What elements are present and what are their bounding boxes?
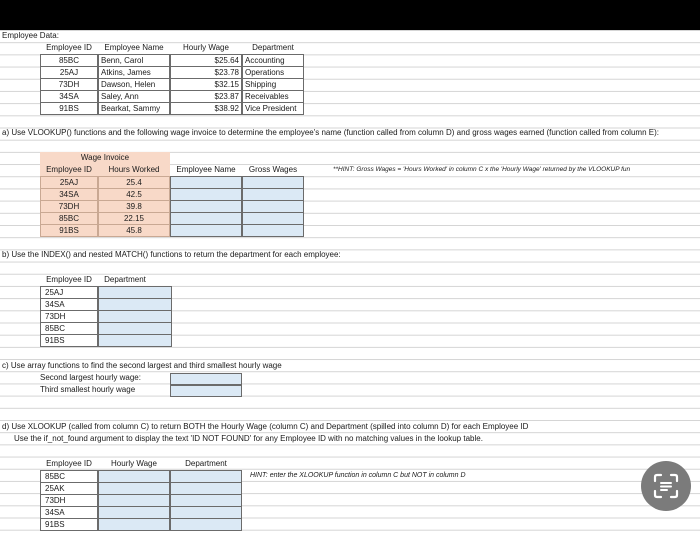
section-d-instruction-1: d) Use XLOOKUP (called from column C) to return BOTH the Hourly Wage (column C) and Department (spilled into column D) for each Employee ID (2, 422, 529, 431)
b-employee-id-cell: 34SA (40, 298, 98, 311)
employee-name-cell: Benn, Carol (98, 54, 170, 67)
employee-name-answer-cell[interactable] (170, 224, 242, 237)
invoice-hours-cell: 22.15 (98, 212, 170, 225)
section-d-instruction-2: Use the if_not_found argument to display the text 'ID NOT FOUND' for any Employee ID with no matching values in the lookup table. (14, 434, 483, 443)
wage-invoice-title: Wage Invoice (40, 152, 170, 164)
department-cell: Accounting (242, 54, 304, 67)
department-cell: Receivables (242, 90, 304, 103)
invoice-employee-id-cell: 73DH (40, 200, 98, 213)
hourly-wage-cell: $25.64 (170, 54, 242, 67)
d-employee-id-cell: 34SA (40, 506, 98, 519)
scan-text-icon (652, 472, 680, 500)
hint-gross-wages: **HINT: Gross Wages = 'Hours Worked' in column C x the 'Hourly Wage' returned by the VLOOKUP fun (333, 166, 631, 173)
hourly-wage-cell: $38.92 (170, 102, 242, 115)
employee-id-cell: 73DH (40, 78, 98, 91)
employee-name-cell: Bearkat, Sammy (98, 102, 170, 115)
col-header-department: Department (252, 43, 294, 52)
employee-name-cell: Saley, Ann (98, 90, 170, 103)
invoice-header-employee-id: Employee ID (40, 164, 98, 176)
d-employee-id-cell: 91BS (40, 518, 98, 531)
d-header-hourly-wage: Hourly Wage (111, 459, 157, 468)
col-header-hourly-wage: Hourly Wage (183, 43, 229, 52)
department-answer-cell[interactable] (170, 518, 242, 531)
col-header-employee-name: Employee Name (104, 43, 164, 52)
hourly-wage-cell: $23.87 (170, 90, 242, 103)
employee-name-cell: Atkins, James (98, 66, 170, 79)
scan-text-button[interactable] (641, 461, 691, 511)
invoice-hours-cell: 42.5 (98, 188, 170, 201)
section-a-instruction: a) Use VLOOKUP() functions and the following wage invoice to determine the employee's name (function called from column D) and gross wages earned (function called from column E): (2, 128, 659, 137)
b-employee-id-cell: 73DH (40, 310, 98, 323)
third-smallest-wage-cell[interactable] (170, 385, 242, 397)
department-cell: Operations (242, 66, 304, 79)
section-c-instruction: c) Use array functions to find the second largest and third smallest hourly wage (2, 361, 282, 370)
invoice-employee-id-cell: 34SA (40, 188, 98, 201)
hourly-wage-answer-cell[interactable] (98, 518, 170, 531)
invoice-hours-cell: 39.8 (98, 200, 170, 213)
b-employee-id-cell: 91BS (40, 334, 98, 347)
b-employee-id-cell: 85BC (40, 322, 98, 335)
invoice-header-hours-worked: Hours Worked (98, 164, 170, 176)
second-largest-wage-cell[interactable] (170, 373, 242, 385)
invoice-header-employee-name: Employee Name (176, 165, 236, 174)
col-header-employee-id: Employee ID (46, 43, 92, 52)
employee-id-cell: 25AJ (40, 66, 98, 79)
d-employee-id-cell: 73DH (40, 494, 98, 507)
employee-id-cell: 85BC (40, 54, 98, 67)
department-answer-cell[interactable] (98, 334, 172, 347)
hint-xlookup: HINT: enter the XLOOKUP function in column C but NOT in column D (250, 472, 466, 479)
invoice-employee-id-cell: 91BS (40, 224, 98, 237)
b-header-employee-id: Employee ID (46, 275, 92, 284)
hourly-wage-cell: $23.78 (170, 66, 242, 79)
invoice-employee-id-cell: 25AJ (40, 176, 98, 189)
sheet-title: Employee Data: (2, 31, 59, 40)
department-cell: Shipping (242, 78, 304, 91)
department-cell: Vice President (242, 102, 304, 115)
employee-name-cell: Dawson, Helen (98, 78, 170, 91)
d-employee-id-cell: 25AK (40, 482, 98, 495)
b-employee-id-cell: 25AJ (40, 286, 98, 299)
top-bar (0, 0, 700, 30)
d-employee-id-cell: 85BC (40, 470, 98, 483)
label-second-largest: Second largest hourly wage: (40, 373, 141, 382)
invoice-hours-cell: 25.4 (98, 176, 170, 189)
invoice-hours-cell: 45.8 (98, 224, 170, 237)
gross-wages-answer-cell[interactable] (242, 224, 304, 237)
employee-id-cell: 34SA (40, 90, 98, 103)
d-header-department: Department (185, 459, 227, 468)
invoice-header-gross-wages: Gross Wages (248, 165, 298, 174)
d-header-employee-id: Employee ID (46, 459, 92, 468)
section-b-instruction: b) Use the INDEX() and nested MATCH() functions to return the department for each employee: (2, 250, 341, 259)
invoice-employee-id-cell: 85BC (40, 212, 98, 225)
employee-id-cell: 91BS (40, 102, 98, 115)
b-header-department: Department (104, 275, 146, 284)
hourly-wage-cell: $32.15 (170, 78, 242, 91)
label-third-smallest: Third smallest hourly wage (40, 385, 136, 394)
